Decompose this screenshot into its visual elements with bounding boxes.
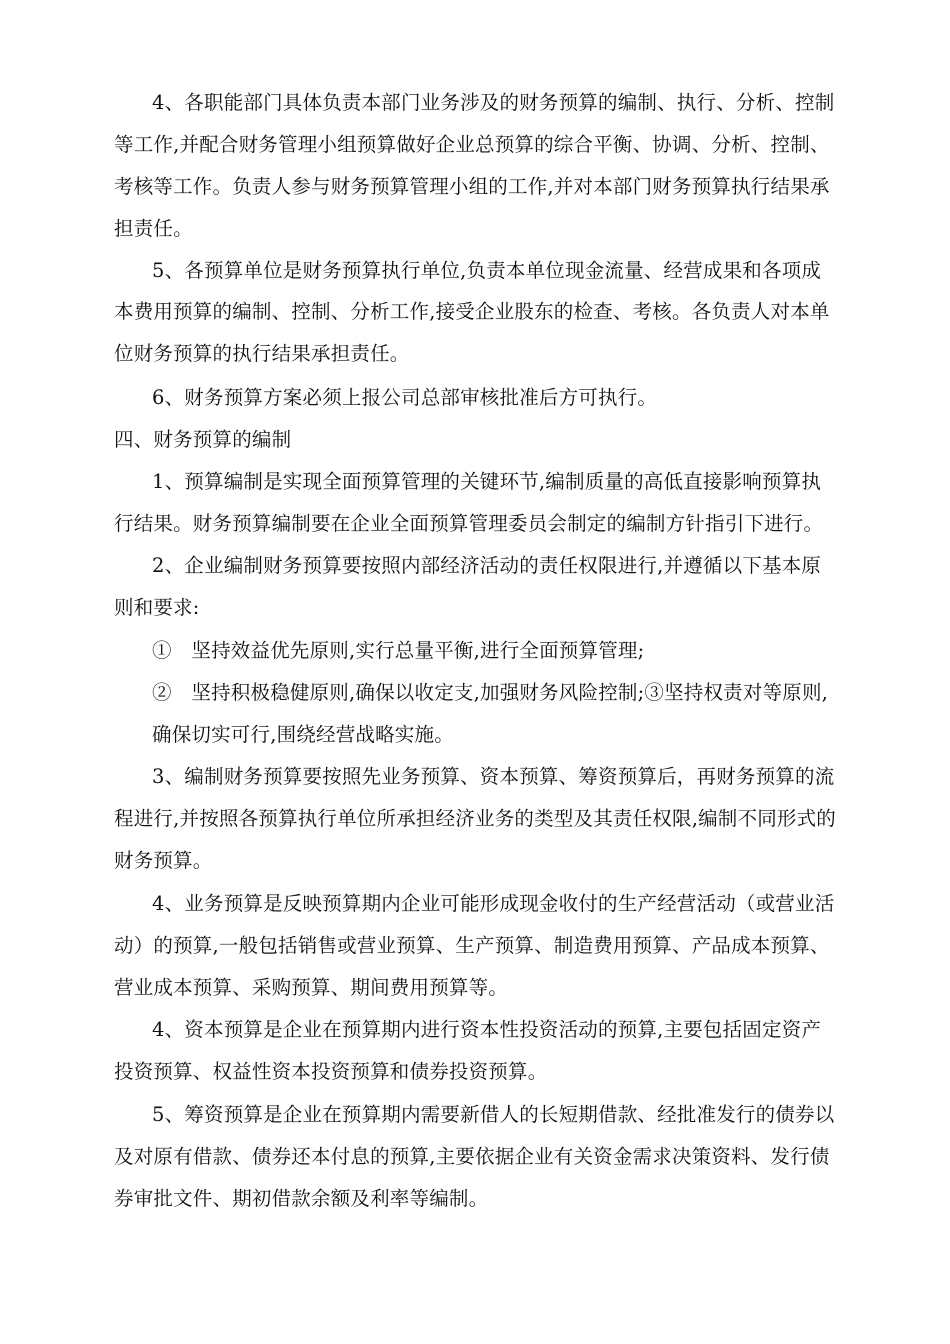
item-5-line-3: 券审批文件、期初借款余额及利率等编制。 bbox=[114, 1187, 489, 1210]
item-2-line-2: 则和要求: bbox=[114, 596, 200, 619]
item-1-line-2: 行结果。财务预算编制要在企业全面预算管理委员会制定的编制方针指引下进行。 bbox=[114, 512, 824, 535]
item-3-line-2: 程进行,并按照各预算执行单位所承担经济业务的类型及其责任权限,编制不同形式的 bbox=[114, 807, 836, 830]
item-4a-line-1: 4、业务预算是反映预算期内企业可能形成现金收付的生产经营活动（或营业活 bbox=[152, 892, 835, 915]
item-5-line-1: 5、筹资预算是企业在预算期内需要新借人的长短期借款、经批准发行的债券以 bbox=[152, 1103, 835, 1126]
item-1-line-1: 1、预算编制是实现全面预算管理的关键环节,编制质量的高低直接影响预算执 bbox=[152, 470, 822, 493]
item-3-line-1: 3、编制财务预算要按照先业务预算、资本预算、筹资预算后，再财务预算的流 bbox=[152, 765, 835, 788]
principle-1: ① 坚持效益优先原则,实行总量平衡,进行全面预算管理; bbox=[152, 639, 645, 662]
principle-2-line-1: ② 坚持积极稳健原则,确保以收定支,加强财务风险控制;③坚持权责对等原则, bbox=[152, 681, 829, 704]
section-heading: 四、财务预算的编制 bbox=[114, 428, 292, 451]
para-5-line-1: 5、各预算单位是财务预算执行单位,负责本单位现金流量、经营成果和各项成 bbox=[152, 259, 822, 282]
para-4-line-1: 4、各职能部门具体负责本部门业务涉及的财务预算的编制、执行、分析、控制 bbox=[152, 91, 835, 114]
item-3-line-3: 财务预算。 bbox=[114, 849, 213, 872]
item-4a-line-2: 动）的预算,一般包括销售或营业预算、生产预算、制造费用预算、产品成本预算、 bbox=[114, 934, 830, 957]
principle-2-line-2: 确保切实可行,围绕经营战略实施。 bbox=[152, 723, 454, 746]
para-6-line-1: 6、财务预算方案必须上报公司总部审核批准后方可执行。 bbox=[152, 386, 658, 409]
item-4b-line-1: 4、资本预算是企业在预算期内进行资本性投资活动的预算,主要包括固定资产 bbox=[152, 1018, 822, 1041]
para-4-line-3: 考核等工作。负责人参与财务预算管理小组的工作,并对本部门财务预算执行结果承 bbox=[114, 175, 830, 198]
para-4-line-4: 担责任。 bbox=[114, 217, 193, 240]
item-4b-line-2: 投资预算、权益性资本投资预算和债券投资预算。 bbox=[114, 1060, 548, 1083]
item-2-line-1: 2、企业编制财务预算要按照内部经济活动的责任权限进行,并遵循以下基本原 bbox=[152, 554, 822, 577]
item-5-line-2: 及对原有借款、债券还本付息的预算,主要依据企业有关资金需求决策资料、发行债 bbox=[114, 1145, 830, 1168]
para-5-line-2: 本费用预算的编制、控制、分析工作,接受企业股东的检查、考核。各负责人对本单 bbox=[114, 300, 830, 323]
para-4-line-2: 等工作,并配合财务管理小组预算做好企业总预算的综合平衡、协调、分析、控制、 bbox=[114, 133, 830, 156]
para-5-line-3: 位财务预算的执行结果承担责任。 bbox=[114, 342, 410, 365]
item-4a-line-3: 营业成本预算、采购预算、期间费用预算等。 bbox=[114, 976, 509, 999]
